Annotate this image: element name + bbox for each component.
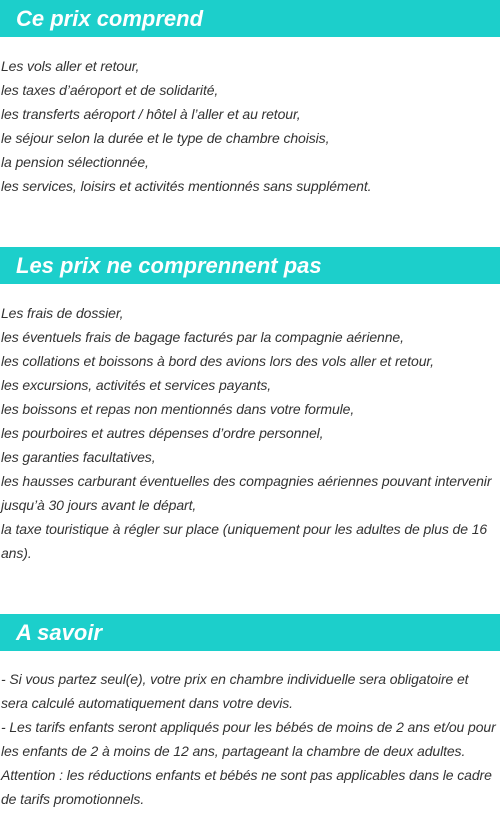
text-line: le séjour selon la durée et le type de chambre choisis, xyxy=(1,130,330,146)
text-line: les garanties facultatives, xyxy=(1,449,156,465)
text-line: les collations et boissons à bord des avions lors des vols aller et retour, xyxy=(1,353,434,369)
section-body xyxy=(0,667,500,811)
text-line: les éventuels frais de bagage facturés par la compagnie aérienne, xyxy=(1,329,404,345)
text-line: les transferts aéroport / hôtel à l’aller et au retour, xyxy=(1,106,301,122)
section-title: Les prix ne comprennent pas xyxy=(16,253,322,278)
text-line: Attention : les réductions enfants et bébés ne sont pas applicables dans le cadre xyxy=(1,767,492,783)
section-body xyxy=(0,54,500,198)
text-line: les taxes d’aéroport et de solidarité, xyxy=(1,82,219,98)
section-good-to-know xyxy=(0,614,500,811)
text-line: Les vols aller et retour, xyxy=(1,58,140,74)
text-line: les hausses carburant éventuelles des compagnies aériennes pouvant intervenir xyxy=(1,473,492,489)
text-line: - Si vous partez seul(e), votre prix en chambre individuelle sera obligatoire et xyxy=(1,671,469,687)
text-line: les enfants de 2 à moins de 12 ans, partageant la chambre de deux adultes. xyxy=(1,743,466,759)
text-line: la pension sélectionnée, xyxy=(1,154,149,170)
section-title: Ce prix comprend xyxy=(16,6,204,31)
section-title: A savoir xyxy=(16,620,103,645)
text-line: - Les tarifs enfants seront appliqués pour les bébés de moins de 2 ans et/ou pour xyxy=(1,719,496,735)
text-line: jusqu’à 30 jours avant le départ, xyxy=(1,497,197,513)
section-header xyxy=(0,247,500,284)
text-line: Les frais de dossier, xyxy=(1,305,124,321)
section-body xyxy=(0,301,500,565)
text-line: ans). xyxy=(1,545,32,561)
text-line: la taxe touristique à régler sur place (uniquement pour les adultes de plus de 16 xyxy=(1,521,488,537)
text-line: les excursions, activités et services payants, xyxy=(1,377,272,393)
text-line: les services, loisirs et activités mentionnés sans supplément. xyxy=(1,178,372,194)
section-price-excludes xyxy=(0,247,500,565)
text-line: les pourboires et autres dépenses d’ordre personnel, xyxy=(1,425,324,441)
section-price-includes xyxy=(0,0,500,198)
section-header xyxy=(0,614,500,651)
text-line: de tarifs promotionnels. xyxy=(1,791,145,807)
text-line: les boissons et repas non mentionnés dans votre formule, xyxy=(1,401,355,417)
section-header xyxy=(0,0,500,37)
text-line: sera calculé automatiquement dans votre devis. xyxy=(1,695,293,711)
